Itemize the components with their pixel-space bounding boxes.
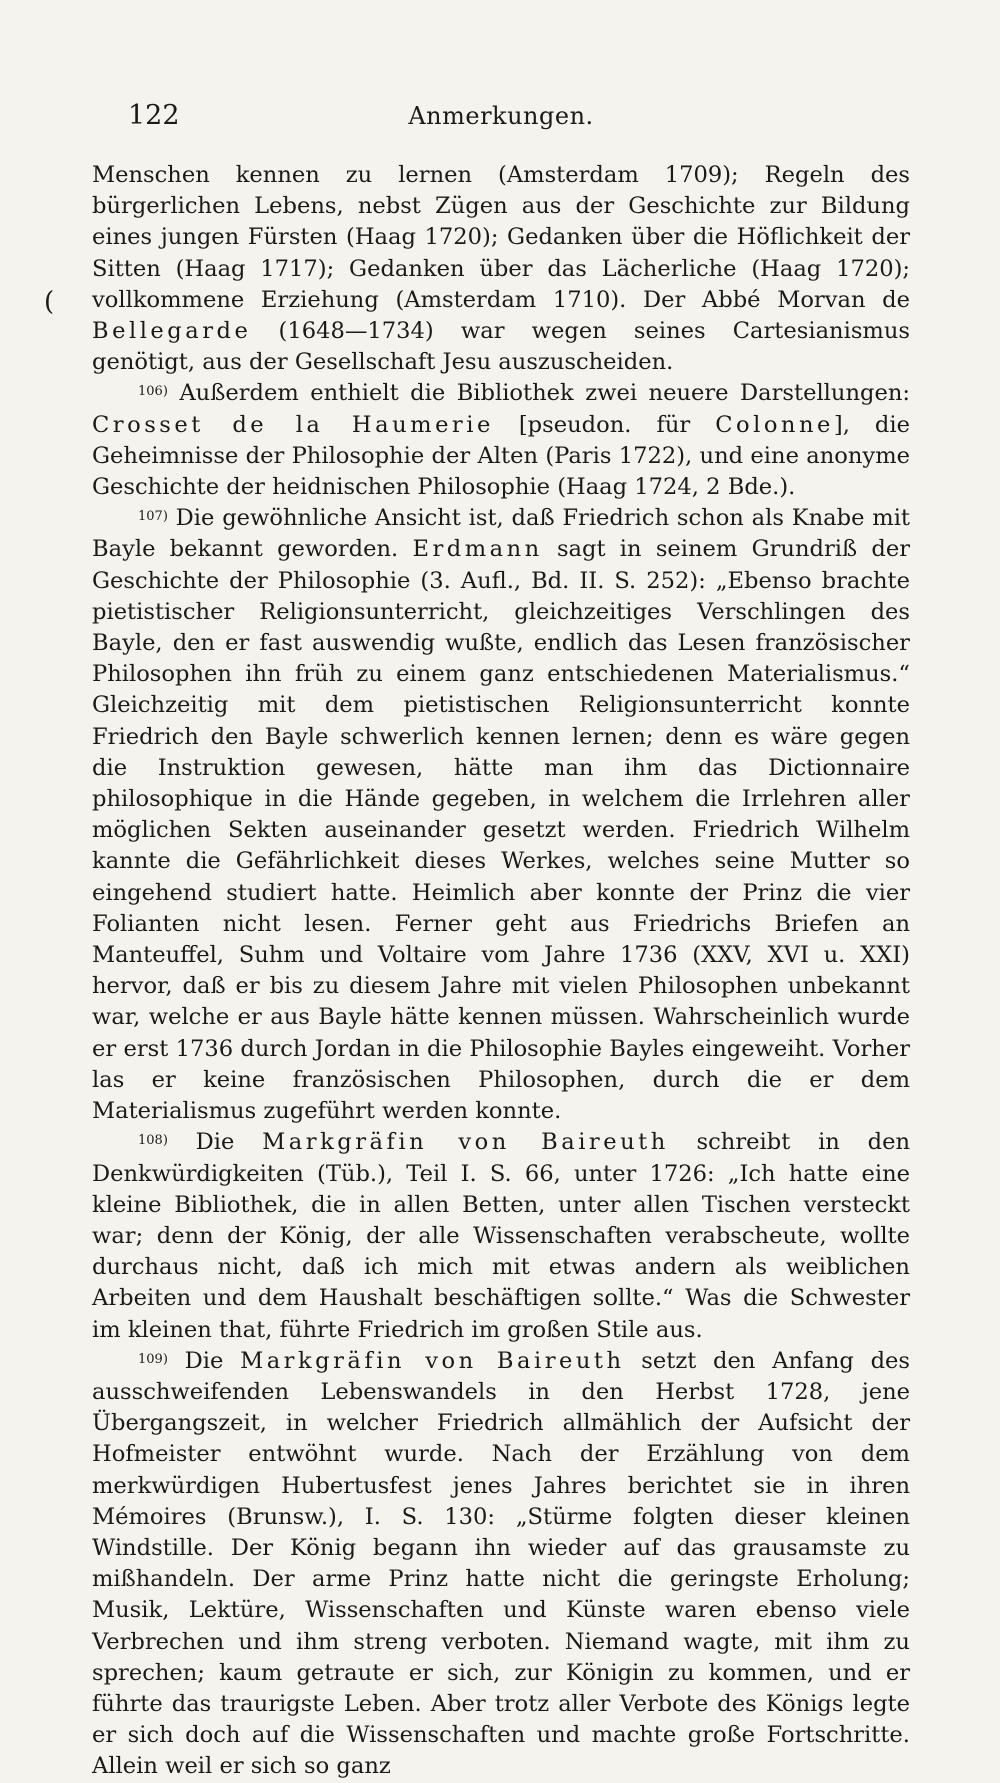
note-text: (1648—1734) war wegen seines Cartesianismus genötigt, aus der Gesellschaft Jesu auszuscheiden.: [92, 318, 910, 376]
note-text: ], die Geheimnisse der Philosophie der Alten (Paris 1722), und eine anonyme Geschichte der heidnischen Philosophie (Haag 1724, 2 Bde.).: [92, 411, 910, 501]
note-text: schreibt in den Denkwürdigkeiten (Tüb.), Teil I. S. 66, unter 1726: „Ich hatte eine kleine Bibliothek, die in allen Betten, unter allen Tischen versteckt war; denn der König, der alle Wissenschaften verabscheute, wollte durchaus nicht, daß ich mich mit etwas andern als weiblichen Arbeiten und dem Haushalt beschäftigen sollte.“ Was die Schwester im kleinen that, führte Friedrich im großen Stile aus.: [92, 1129, 911, 1343]
spaced-name: Markgräfin von Baireuth: [262, 1129, 669, 1156]
note-109: [92, 1346, 910, 1783]
note-text: Die: [167, 1129, 263, 1156]
note-107: [92, 503, 910, 1127]
note-text: [pseudon. für: [493, 411, 716, 438]
note-text: Die: [167, 1347, 241, 1374]
spaced-name: Markgräfin von Baireuth: [240, 1347, 625, 1374]
note-text: Menschen kennen zu lernen (Amsterdam 1709); Regeln des bürgerlichen Lebens, nebst Zügen aus der Geschichte zur Bildung eines jungen Fürsten (Haag 1720); Gedanken über die Höflichkeit der Sitten (Haag 1717); Gedanken über das Lächerliche (Haag 1720); vollkommene Erziehung (Amsterdam 1710). Der Abbé Morvan de: [92, 162, 910, 313]
note-number: 106): [138, 384, 168, 400]
spaced-name: Crosset de la Haumerie: [92, 411, 494, 438]
page-number: 122: [128, 100, 180, 131]
spaced-name: Erdmann: [412, 536, 543, 563]
spaced-name: Colonne: [715, 411, 834, 438]
note-106: [92, 378, 910, 503]
continued-note-paragraph: [92, 160, 910, 378]
note-text: Die gewöhnliche Ansicht ist, daß Friedrich schon als Knabe mit Bayle bekannt geworden.: [92, 505, 910, 563]
note-text: setzt den Anfang des ausschweifenden Lebenswandels in den Herbst 1728, jene Übergangszeit, in welcher Friedrich allmählich der Aufsicht der Hofmeister entwöhnt wurde. Nach der Erzählung von dem merkwürdigen Hubertusfest jenes Jahres berichtet sie in ihren Mémoires (Brunsw.), I. S. 130: „Stürme folgten dieser kleinen Windstille. Der König begann ihn wieder auf das grausamste zu mißhandeln. Der arme Prinz hatte nicht die geringste Erholung; Musik, Lektüre, Wissenschaften und Künste waren ebenso viele Verbrechen und ihm streng verboten. Niemand wagte, mit ihm zu sprechen; kaum getraute er sich, zur Königin zu kommen, und er führte das traurigste Leben. Aber trotz aller Verbote des Königs legte er sich doch auf die Wissenschaften und machte große Fortschritte. Allein weil er sich so ganz: [92, 1347, 911, 1780]
note-number: 109): [138, 1351, 168, 1367]
note-text: sagt in seinem Grundriß der Geschichte der Philosophie (3. Aufl., Bd. II. S. 252): „Ebenso brachte pietistischer Religionsunterricht, gleichzeitiges Verschlingen des Bayle, den er fast auswendig wußte, endlich das Lesen französischer Philosophen ihn früh zu einem ganz entschiedenen Materialismus.“ Gleichzeitig mit dem pietistischen Religionsunterricht konnte Friedrich den Bayle schwerlich kennen lernen; denn es wäre gegen die Instruktion gewesen, hätte man ihm das Dictionnaire philosophique in die Hände gegeben, in welchem die Irrlehren aller möglichen Sekten auseinander gesetzt werden. Friedrich Wilhelm kannte die Gefährlichkeit dieses Werkes, welches seine Mutter so eingehend studiert hatte. Heimlich aber konnte der Prinz die vier Folianten nicht lesen. Ferner geht aus Friedrichs Briefen an Manteuffel, Suhm und Voltaire vom Jahre 1736 (XXV, XVI u. XXI) hervor, daß er bis zu diesem Jahre mit vielen Philosophen unbekannt war, welche er aus Bayle hätte kennen müssen. Wahrscheinlich wurde er erst 1736 durch Jordan in die Philosophie Bayles eingeweiht. Vorher las er keine französischen Philosophen, durch die er dem Materialismus zugeführt werden konnte.: [92, 536, 910, 1125]
notes-body: [92, 160, 910, 1783]
note-number: 108): [138, 1133, 168, 1149]
note-number: 107): [138, 509, 168, 525]
note-108: [92, 1127, 910, 1345]
spaced-name: Bellegarde: [92, 318, 252, 345]
margin-bracket-mark: (: [44, 287, 55, 317]
page-header: [92, 100, 910, 146]
running-head: Anmerkungen.: [408, 102, 594, 130]
note-text: Außerdem enthielt die Bibliothek zwei neuere Darstellungen:: [167, 380, 910, 407]
